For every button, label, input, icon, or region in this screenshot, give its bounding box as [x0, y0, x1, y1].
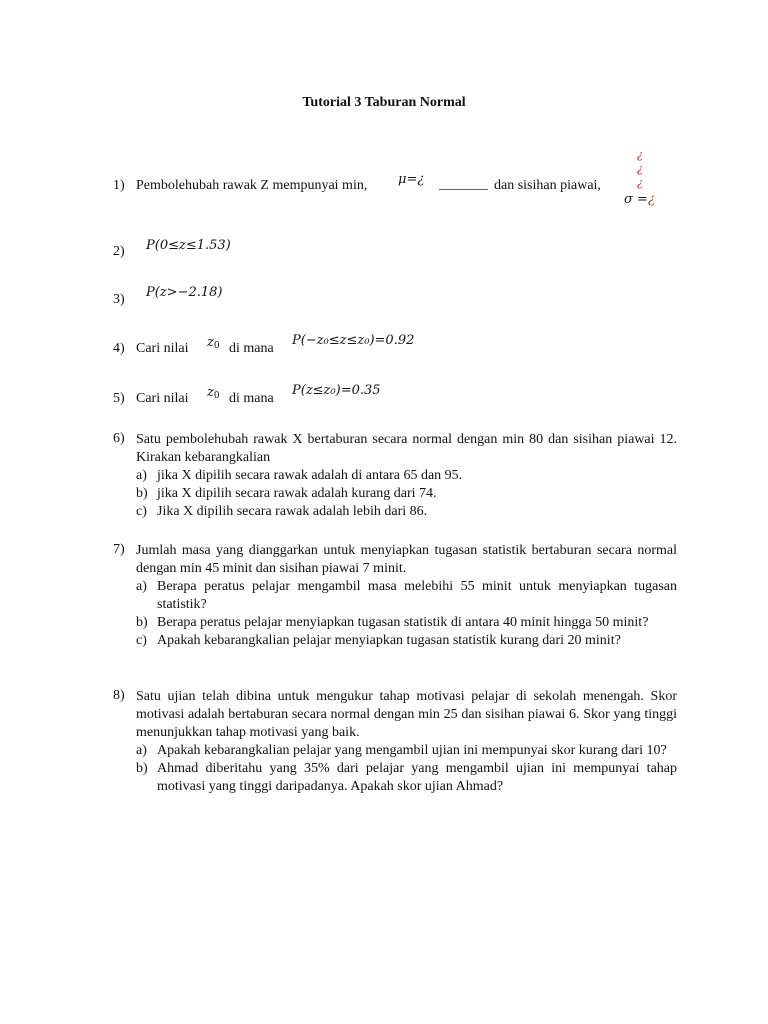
- question-number: 6): [113, 431, 125, 446]
- question-text: Satu pembolehubah rawak X bertaburan secara normal dengan min 80 dan sisihan piawai 12. Kirakan kebarangkalian: [136, 432, 677, 465]
- question-text: Cari nilai: [136, 341, 189, 356]
- question-number: 3): [113, 292, 125, 307]
- sigma-glyph-3: ¿: [637, 176, 643, 189]
- question-text: Satu ujian telah dibina untuk mengukur tahap motivasi pelajar di sekolah menengah. Skor motivasi adalah bertaburan secara normal dengan min 25 dan sisihan piawai 6. Skor yang tinggi menunjukkan tahap motivasi yang baik.: [136, 689, 677, 740]
- sub-question-b: b) jika X dipilih secara rawak adalah kurang dari 74.: [136, 486, 437, 501]
- question-text-b: dan sisihan piawai,: [494, 178, 601, 193]
- sigma-tail: ¿: [648, 192, 655, 207]
- mu-expression: μ=¿: [398, 172, 425, 187]
- question-number: 5): [113, 391, 125, 406]
- question-body: [136, 688, 677, 796]
- question-text-b: di mana: [229, 391, 274, 406]
- question-body: [136, 542, 677, 650]
- sigma-glyph-2: ¿: [637, 162, 643, 175]
- question-text-b: di mana: [229, 341, 274, 356]
- question-number: 2): [113, 244, 125, 259]
- sub-question-a: a) Apakah kebarangkalian pelajar yang mengambil ujian ini mempunyai skor kurang dari 10?: [136, 743, 667, 758]
- answer-blank: _______: [439, 177, 488, 192]
- probability-expression: P(0≤z≤1.53): [146, 238, 231, 253]
- sub-question-b: b) Berapa peratus pelajar menyiapkan tugasan statistik di antara 40 minit hingga 50 minit?: [136, 615, 649, 630]
- question-number: 1): [113, 178, 125, 193]
- question-number: 8): [113, 688, 125, 703]
- question-number: 4): [113, 341, 125, 356]
- question-body: [136, 431, 677, 521]
- probability-expression: P(z>−2.18): [146, 285, 223, 300]
- question-number: 7): [113, 542, 125, 557]
- sub-question-a: a) jika X dipilih secara rawak adalah di antara 65 dan 95.: [136, 468, 463, 483]
- sub-question-a: a) Berapa peratus pelajar mengambil masa melebihi 55 minit untuk menyiapkan tugasan statistik?: [136, 579, 677, 612]
- sigma-expression: σ =: [624, 192, 648, 207]
- probability-expression: P(−z₀≤z≤z₀)=0.92: [292, 333, 415, 348]
- question-text: Jumlah masa yang dianggarkan untuk menyiapkan tugasan statistik bertaburan secara normal dengan min 45 minit dan sisihan piawai 7 minit.: [136, 543, 677, 576]
- page-title: Tutorial 3 Taburan Normal: [302, 95, 466, 110]
- variable-z0: $z_0$: [207, 385, 220, 401]
- sigma-glyph-1: ¿: [637, 148, 643, 161]
- question-text: Cari nilai: [136, 391, 189, 406]
- variable-z0: $z_0$: [207, 335, 220, 351]
- sub-question-b: b) Ahmad diberitahu yang 35% dari pelajar yang mengambil ujian ini mempunyai tahap motivasi yang tinggi daripadanya. Apakah skor ujian Ahmad?: [136, 761, 677, 794]
- question-text: Pembolehubah rawak Z mempunyai min,: [136, 178, 368, 193]
- sub-question-c: c) Apakah kebarangkalian pelajar menyiapkan tugasan statistik kurang dari 20 minit?: [136, 633, 621, 648]
- probability-expression: P(z≤z₀)=0.35: [292, 383, 381, 398]
- sub-question-c: c) Jika X dipilih secara rawak adalah lebih dari 86.: [136, 504, 428, 519]
